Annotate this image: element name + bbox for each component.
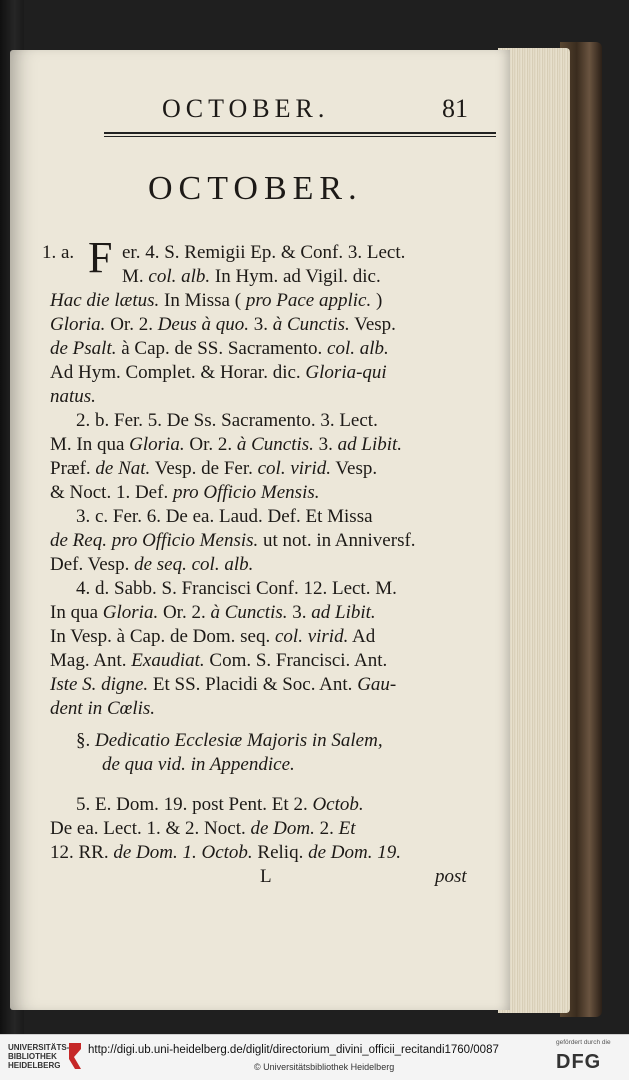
entry-3-line: Def. Vesp. de seq. col. alb. bbox=[50, 554, 254, 575]
entry-2-line: Præf. de Nat. Vesp. de Fer. col. virid. Vesp. bbox=[50, 458, 378, 479]
entry-4-line: 4. d. Sabb. S. Francisci Conf. 12. Lect. M. bbox=[76, 578, 397, 599]
entry-5-line: De ea. Lect. 1. & 2. Noct. de Dom. 2. Et bbox=[50, 818, 356, 839]
entry-4-line: In qua Gloria. Or. 2. à Cunctis. 3. ad Libit. bbox=[50, 602, 376, 623]
entry-1-line: Hac die lætus. In Missa ( pro Pace applic. ) bbox=[50, 290, 383, 311]
dfg-logo: DFG bbox=[556, 1051, 602, 1073]
entry-1-line: M. col. alb. In Hym. ad Vigil. dic. bbox=[122, 266, 381, 287]
copyright-notice: © Universitätsbibliothek Heidelberg bbox=[254, 1062, 395, 1072]
entry-4-line: Mag. Ant. Exaudiat. Com. S. Francisci. Ant. bbox=[50, 650, 388, 671]
entry-5-line: 12. RR. de Dom. 1. Octob. Reliq. de Dom. 19. bbox=[50, 842, 401, 863]
entry-5-line: 5. E. Dom. 19. post Pent. Et 2. Octob. bbox=[76, 794, 364, 815]
entry-1-line: Ad Hym. Complet. & Horar. dic. Gloria-qui bbox=[50, 362, 387, 383]
entry-4-line: In Vesp. à Cap. de Dom. seq. col. virid. Ad bbox=[50, 626, 376, 647]
entry-1-line: de Psalt. à Cap. de SS. Sacramento. col. alb. bbox=[50, 338, 389, 359]
dedication-line: §. Dedicatio Ecclesiæ Majoris in Salem, bbox=[76, 730, 383, 751]
entry-3-line: 3. c. Fer. 6. De ea. Laud. Def. Et Missa bbox=[76, 506, 373, 527]
header-rule bbox=[104, 132, 496, 137]
drop-cap: F bbox=[88, 233, 113, 282]
viewer-footer bbox=[0, 1034, 629, 1080]
entry-4-line: Iste S. digne. Et SS. Placidi & Soc. Ant. Gau- bbox=[50, 674, 397, 695]
signature-mark: L bbox=[260, 866, 272, 887]
entry-1-line: er. 4. S. Remigii Ep. & Conf. 3. Lect. bbox=[122, 242, 406, 263]
catchword: post bbox=[435, 866, 467, 887]
running-header: OCTOBER. bbox=[162, 94, 330, 123]
entry-2-line: M. In qua Gloria. Or. 2. à Cunctis. 3. ad Libit. bbox=[50, 434, 403, 455]
page-number: 81 bbox=[442, 94, 468, 123]
funding-label: gefördert durch die bbox=[556, 1039, 611, 1046]
library-logo: UNIVERSITÄTS- BIBLIOTHEK HEIDELBERG bbox=[8, 1043, 70, 1070]
library-emblem-icon bbox=[66, 1041, 84, 1071]
book-page bbox=[10, 50, 510, 1010]
entry-3-line: de Req. pro Officio Mensis. ut not. in Anniversf. bbox=[50, 530, 416, 551]
entry-1-line: natus. bbox=[50, 386, 96, 407]
entry-1-line: Gloria. Or. 2. Deus à quo. 3. à Cunctis. Vesp. bbox=[50, 314, 396, 335]
dedication-line: de qua vid. in Appendice. bbox=[102, 754, 295, 775]
entry-4-line: dent in Cœlis. bbox=[50, 698, 156, 719]
month-heading: OCTOBER. bbox=[148, 170, 363, 207]
entry-1-marker: 1. a. bbox=[42, 242, 75, 263]
entry-2-line: 2. b. Fer. 5. De Ss. Sacramento. 3. Lect. bbox=[76, 410, 378, 431]
entry-2-line: & Noct. 1. Def. pro Officio Mensis. bbox=[50, 482, 320, 503]
permalink-url[interactable]: http://digi.ub.uni-heidelberg.de/diglit/directorium_divini_officii_recitandi1760/0087 bbox=[88, 1044, 499, 1056]
